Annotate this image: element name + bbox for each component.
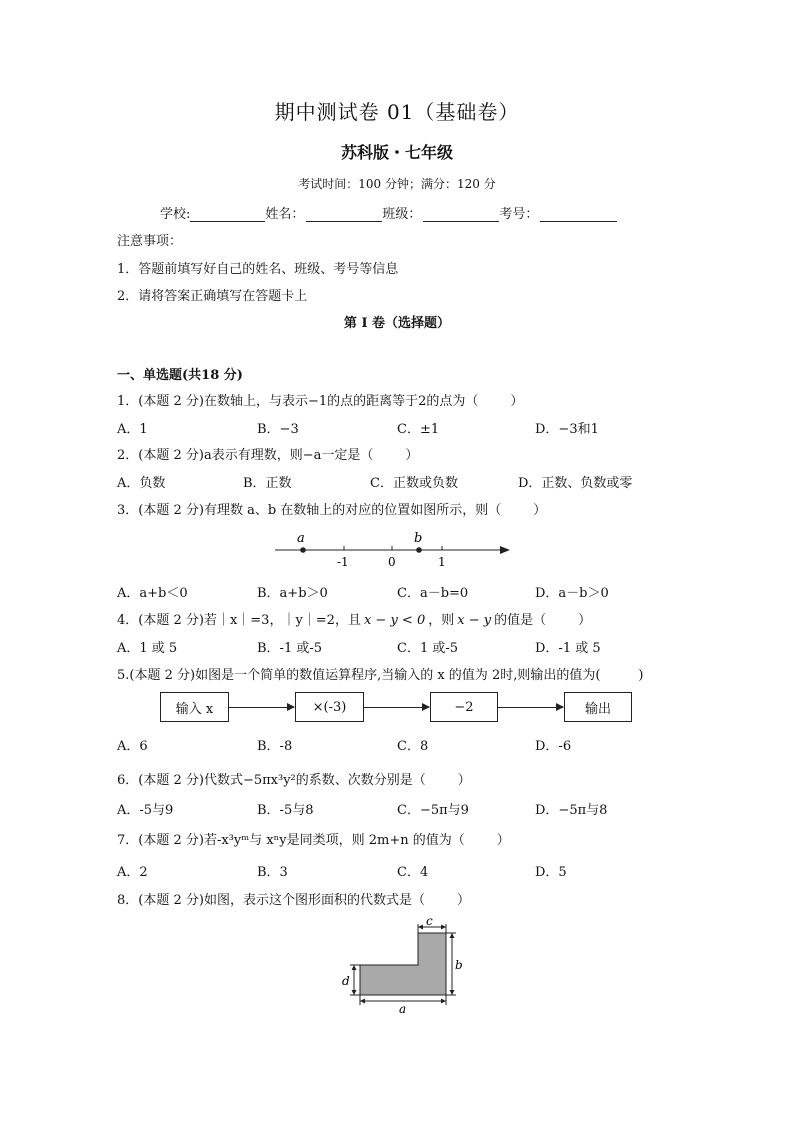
q6-option-c[interactable]: C．−5π与9 [397, 803, 469, 818]
l-shape [360, 933, 446, 995]
number-line-figure [270, 526, 515, 574]
label-c: c [426, 915, 433, 928]
point-a [300, 547, 306, 553]
school-label: 学校: [160, 207, 191, 222]
q2-option-d[interactable]: D．正数、负数或零 [518, 476, 633, 491]
q7-option-d[interactable]: D．5 [535, 865, 567, 880]
q2-option-c[interactable]: C．正数或负数 [370, 476, 458, 491]
q5-option-d[interactable]: D．-6 [535, 739, 572, 754]
q6-option-b[interactable]: B．-5与8 [257, 803, 314, 818]
label-minus-one: -1 [337, 555, 349, 569]
flow-box-multiply: ×(-3) [295, 692, 364, 722]
flow-arrow-1 [229, 707, 294, 708]
q6-option-a[interactable]: A．-5与9 [117, 803, 174, 818]
label-one: 1 [438, 555, 446, 569]
q7-option-c[interactable]: C．4 [397, 865, 429, 880]
flow-arrow-2 [364, 707, 429, 708]
note-item-1: 1．答题前填写好自己的姓名、班级、考号等信息 [117, 262, 399, 277]
label-b: b [414, 531, 423, 546]
label-a: a [399, 1002, 407, 1015]
exam-no-blank[interactable] [540, 207, 617, 222]
q1-option-d[interactable]: D．−3和1 [535, 422, 599, 437]
point-b [416, 547, 422, 553]
note-item-2: 2．请将答案正确填写在答题卡上 [117, 289, 308, 304]
student-info-line [160, 203, 617, 222]
label-zero: 0 [388, 555, 396, 569]
q2-option-b[interactable]: B．正数 [243, 476, 292, 491]
label-d: d [342, 974, 350, 988]
name-label: 姓名： [265, 207, 305, 222]
l-shape-figure [335, 915, 470, 1015]
name-blank[interactable] [306, 207, 382, 222]
question-5-stem: 5.(本题 2 分)如图是一个简单的数值运算程序,当输入的 x 的值为 2时,则输出的值为( ) [117, 668, 644, 683]
section-title: 一、单选题(共18 分) [117, 368, 243, 383]
question-6-stem: 6．(本题 2 分)代数式−5πx³y²的系数、次数分别是（ ） [117, 773, 471, 788]
label-b: b [455, 958, 463, 972]
q7-option-b[interactable]: B．3 [257, 865, 288, 880]
q6-option-d[interactable]: D．−5π与8 [535, 803, 608, 818]
flow-box-input: 输入 x [160, 692, 229, 722]
q3-option-c[interactable]: C．a－b=0 [397, 586, 469, 601]
q4-option-a[interactable]: A．1 或 5 [117, 641, 178, 656]
q4-option-b[interactable]: B．-1 或-5 [257, 641, 323, 656]
q1-option-a[interactable]: A．1 [117, 422, 148, 437]
q4-option-d[interactable]: D．-1 或 5 [535, 641, 601, 656]
exam-info: 考试时间：100 分钟；满分：120 分 [298, 177, 496, 191]
question-4-stem: 4．(本题 2 分)若｜x｜=3，｜y｜=2，且 x − y < 0 ，则 x − y 的值是（ ） [117, 613, 592, 628]
class-blank[interactable] [423, 207, 499, 222]
volume-title: 第 I 卷（选择题） [343, 316, 451, 331]
notes-heading: 注意事项： [117, 234, 183, 249]
q3-option-b[interactable]: B．a+b＞0 [257, 586, 328, 601]
question-1-stem: 1．(本题 2 分)在数轴上，与表示−1的点的距离等于2的点为（ ） [117, 394, 524, 409]
number-line-arrow [500, 546, 510, 554]
q3-option-d[interactable]: D．a－b＞0 [535, 586, 609, 601]
label-a: a [297, 531, 305, 546]
flow-box-output: 输出 [564, 692, 632, 722]
q1-option-b[interactable]: B．−3 [257, 422, 299, 437]
class-label: 班级： [382, 207, 422, 222]
question-2-stem: 2．(本题 2 分)a表示有理数，则−a一定是（ ） [117, 448, 419, 463]
flow-box-subtract: −2 [430, 692, 498, 722]
q5-option-c[interactable]: C．8 [397, 739, 429, 754]
page-subtitle: 苏科版・七年级 [340, 143, 453, 162]
page-title: 期中测试卷 01（基础卷） [274, 100, 520, 124]
q4-option-c[interactable]: C．1 或-5 [397, 641, 459, 656]
q5-option-b[interactable]: B．-8 [257, 739, 293, 754]
question-3-stem: 3．(本题 2 分)有理数 a、b 在数轴上的对应的位置如图所示，则（ ） [117, 503, 547, 518]
question-8-stem: 8．(本题 2 分)如图，表示这个图形面积的代数式是（ ） [117, 893, 470, 908]
exam-no-label: 考号： [499, 207, 539, 222]
q7-option-a[interactable]: A．2 [117, 865, 148, 880]
q2-option-a[interactable]: A．负数 [117, 476, 166, 491]
q3-option-a[interactable]: A．a+b＜0 [117, 586, 188, 601]
question-7-stem: 7．(本题 2 分)若-x³yᵐ与 xⁿy是同类项，则 2m+n 的值为（ ） [117, 833, 510, 848]
flow-arrow-3 [498, 707, 563, 708]
school-blank[interactable] [190, 207, 265, 222]
q5-option-a[interactable]: A．6 [117, 739, 148, 754]
q1-option-c[interactable]: C．±1 [397, 422, 440, 437]
